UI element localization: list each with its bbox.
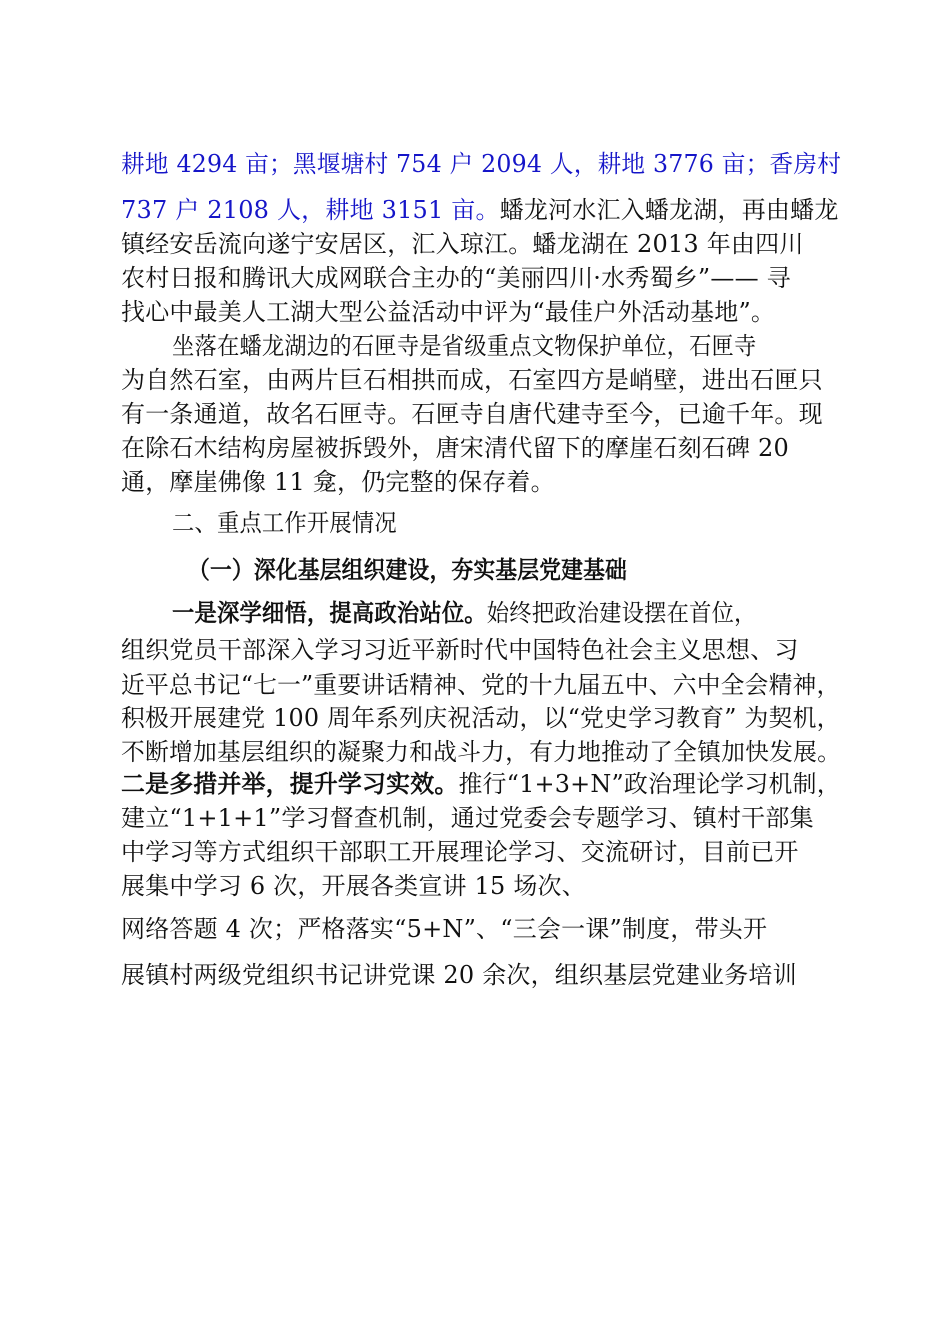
- para2-line4: [121, 431, 841, 465]
- para1-line2: [121, 193, 841, 227]
- section-heading: [172, 506, 841, 540]
- para3-line4: [121, 701, 841, 735]
- para3-line10: [121, 912, 841, 946]
- subsection-heading-text: （一）深化基层组织建设，夯实基层党建基础: [188, 555, 627, 584]
- para3-line7: [121, 801, 841, 835]
- para2-line1-text: 坐落在蟠龙湖边的石匣寺是省级重点文物保护单位，石匣寺: [172, 332, 757, 360]
- para2-line5-text: 通，摩崖佛像 11 龛，仍完整的保存着。: [121, 468, 555, 496]
- para2-line2-text: 为自然石室，由两片巨石相拱而成，石室四方是峭壁，进出石匣只: [121, 366, 823, 394]
- para3-line6-text: 推行“1+3+N”政治理论学习机制，: [458, 770, 841, 798]
- para3-line8-text: 中学习等方式组织干部职工开展理论学习、交流研讨，目前已开: [121, 838, 799, 866]
- para1-line4: [121, 261, 841, 295]
- para1-line5-text: 找心中最美人工湖大型公益活动中评为“最佳户外活动基地”。: [121, 298, 776, 326]
- para3-line5: [121, 735, 842, 769]
- para3-line6: [121, 767, 841, 801]
- para1-line2-blue-text: 737 户 2108 人，耕地 3151 亩。: [121, 196, 500, 224]
- para1-line1-text: 耕地 4294 亩；黑堰塘村 754 户 2094 人，耕地 3776 亩；香房村: [121, 150, 842, 178]
- para2-line3-text: 有一条通道，故名石匣寺。石匣寺自唐代建寺至今，已逾千年。现: [121, 400, 823, 428]
- para1-line2-text: 蟠龙河水汇入蟠龙湖，再由蟠龙: [499, 196, 839, 224]
- para2-line5: [121, 465, 841, 499]
- para2-line2: [121, 363, 841, 397]
- para3-line8: [121, 835, 841, 869]
- para3-line1-bold-text: 一是深学细悟，提高政治站位。: [172, 598, 487, 627]
- para3-line4-text: 积极开展建党 100 周年系列庆祝活动，以“党史学习教育” 为契机，: [121, 704, 841, 732]
- para3-line6-bold-text: 二是多措并举，提升学习实效。: [121, 769, 459, 798]
- subsection-heading: [188, 553, 841, 587]
- para3-line11-text: 展镇村两级党组织书记讲党课 20 余次，组织基层党建业务培训: [121, 961, 797, 989]
- para1-line3: [121, 227, 841, 261]
- para3-line5-text: 不断增加基层组织的凝聚力和战斗力，有力地推动了全镇加快发展。: [121, 738, 842, 766]
- section-heading-text: 二、重点工作开展情况: [172, 509, 397, 537]
- para1-line4-text: 农村日报和腾讯大成网联合主办的“美丽四川·水秀蜀乡”—— 寻: [121, 264, 791, 292]
- para3-line2: [121, 633, 841, 667]
- para3-line1-text: 始终把政治建设摆在首位，: [486, 599, 757, 627]
- para3-line1: [172, 596, 841, 630]
- para1-line1: [121, 147, 842, 181]
- para3-line11: [121, 958, 841, 992]
- para2-line4-text: 在除石木结构房屋被拆毁外，唐宋清代留下的摩崖石刻石碑 20: [121, 434, 789, 462]
- para1-line3-text: 镇经安岳流向遂宁安居区，汇入琼江。蟠龙湖在 2013 年由四川: [121, 230, 804, 258]
- para1-line5: [121, 295, 841, 329]
- para2-line1: [172, 329, 841, 363]
- para3-line3: [121, 668, 841, 702]
- para3-line7-text: 建立“1+1+1”学习督查机制，通过党委会专题学习、镇村干部集: [121, 804, 814, 832]
- para2-line3: [121, 397, 841, 431]
- para3-line9-text: 展集中学习 6 次，开展各类宣讲 15 场次、: [121, 872, 586, 900]
- para3-line10-text: 网络答题 4 次；严格落实“5+N”、“三会一课”制度，带头开: [121, 915, 768, 943]
- para3-line3-text: 近平总书记“七一”重要讲话精神、党的十九届五中、六中全会精神，: [121, 671, 841, 699]
- para3-line2-text: 组织党员干部深入学习习近平新时代中国特色社会主义思想、习: [121, 636, 799, 664]
- para3-line9: [121, 869, 841, 903]
